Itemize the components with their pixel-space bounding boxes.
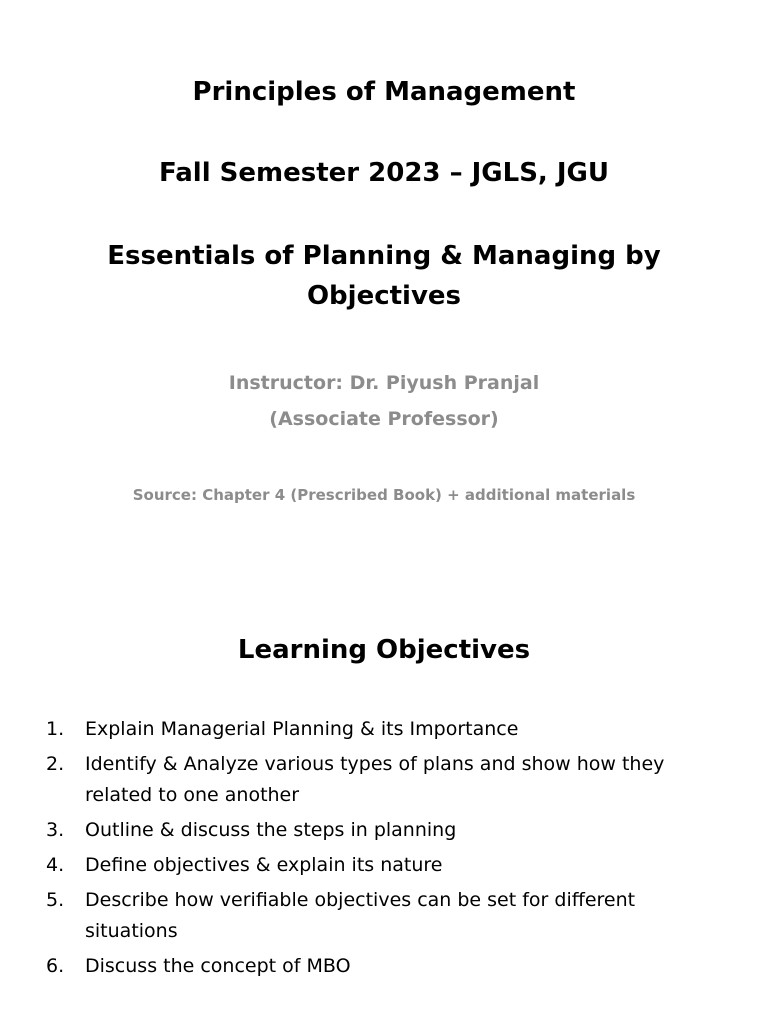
course-title: Principles of Management xyxy=(192,77,576,107)
list-item xyxy=(0,951,768,982)
learning-objectives-slide xyxy=(0,590,768,1024)
list-item-text: Discuss the concept of MBO xyxy=(85,955,351,977)
instructor-designation: (Associate Professor) xyxy=(269,408,499,430)
list-item xyxy=(0,749,768,811)
list-item xyxy=(0,815,768,846)
list-item-number: 4. xyxy=(46,854,65,876)
list-item-text: Describe how verifiable objectives can be set for different situations xyxy=(85,889,636,942)
list-item-number: 5. xyxy=(46,889,65,911)
list-item-number: 6. xyxy=(46,955,65,977)
source-note: Source: Chapter 4 (Prescribed Book) + additional materials xyxy=(132,486,636,504)
list-item-text: Identify & Analyze various types of plans and show how they related to one another xyxy=(85,753,665,806)
list-item-text: Define objectives & explain its nature xyxy=(85,854,443,876)
lecture-topic xyxy=(0,236,768,316)
list-item xyxy=(0,850,768,881)
instructor-name: Instructor: Dr. Piyush Pranjal xyxy=(228,372,540,394)
list-item-number: 3. xyxy=(46,819,65,841)
lecture-topic-line-1: Essentials of Planning & Managing by xyxy=(107,241,661,271)
semester-line: Fall Semester 2023 – JGLS, JGU xyxy=(159,158,609,188)
list-item-number: 1. xyxy=(46,718,65,740)
list-item xyxy=(0,885,768,947)
instructor-info xyxy=(0,365,768,437)
list-item xyxy=(0,714,768,745)
list-item-text: Explain Managerial Planning & its Importance xyxy=(85,718,519,740)
list-item-text: Outline & discuss the steps in planning xyxy=(85,819,457,841)
objectives-list xyxy=(0,714,768,986)
list-item-number: 2. xyxy=(46,753,65,775)
lecture-topic-line-2: Objectives xyxy=(306,281,462,311)
learning-objectives-heading: Learning Objectives xyxy=(237,635,531,665)
